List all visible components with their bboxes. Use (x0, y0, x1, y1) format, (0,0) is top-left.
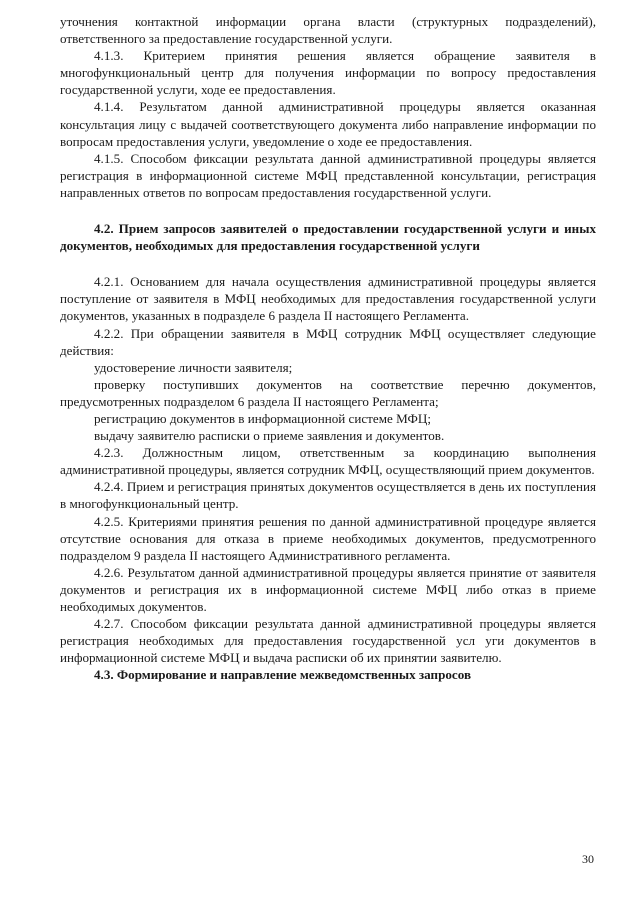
action-item-register-documents: регистрацию документов в информационной системе МФЦ; (94, 410, 431, 426)
paragraph-4-2-5: 4.2.5. Критериями принятия решения по данной административной процедуре является отсутствие основания для отказа в приеме необходимых документов, предусмотренного подразделом 9 раздела II настоящего Административного регламента. (60, 513, 596, 563)
section-4-3-heading: 4.3. Формирование и направление межведомственных запросов (94, 667, 472, 683)
action-item-issue-receipt: выдачу заявителю расписки о приеме заявления и документов. (94, 428, 445, 444)
paragraph-4-2-1: 4.2.1. Основанием для начала осуществления административной процедуры является поступление от заявителя в МФЦ необходимых для предоставления государственной услуги документов, указанных в подразделе 6 раздела II настоящего Регламента. (60, 274, 596, 324)
paragraph-continuation: уточнения контактной информации органа власти (структурных подразделений), ответственного за предоставление государственной услуги. (60, 14, 596, 47)
page-number: 30 (582, 852, 594, 866)
action-item-check-documents: проверку поступивших документов на соответствие перечню документов, предусмотренных подразделом 6 раздела II настоящего Регламента; (60, 376, 596, 409)
paragraph-4-1-4: 4.1.4. Результатом данной административной процедуры является оказанная консультация лицу с выдачей соответствующего документа либо направление информации по вопросам предоставления услуги, уведомление о ходе ее предоставления. (60, 99, 596, 149)
action-item-identity: удостоверение личности заявителя; (94, 359, 293, 375)
spacer (60, 201, 596, 220)
section-4-2-heading: 4.2. Прием запросов заявителей о предоставлении государственной услуги и иных документов, необходимых для предоставления государственной услуги (60, 221, 596, 254)
paragraph-4-2-4: 4.2.4. Прием и регистрация принятых документов осуществляется в день их поступления в многофункциональный центр. (60, 479, 596, 512)
document-body (60, 13, 596, 683)
paragraph-4-1-3: 4.1.3. Критерием принятия решения является обращение заявителя в многофункциональный центр для получения информации по вопросу предоставления государственной услуги, ходе ее предоставления. (60, 48, 596, 98)
paragraph-4-2-6: 4.2.6. Результатом данной административной процедуры является принятие от заявителя документов и регистрация их в информационной системе МФЦ либо отказ в приеме необходимых документов. (60, 564, 596, 614)
paragraph-4-1-5: 4.1.5. Способом фиксации результата данной административной процедуры является регистрация в информационной системе МФЦ представленной консультации, регистрация направленных ответов по вопросам предоставления государственной услуги. (60, 150, 596, 200)
paragraph-4-2-3: 4.2.3. Должностным лицом, ответственным за координацию выполнения административной процедуры, является сотрудник МФЦ, осуществляющий прием документов. (60, 445, 596, 478)
paragraph-4-2-7: 4.2.7. Способом фиксации результата данной административной процедуры является регистрация необходимых для предоставления государственной усл уги документов в информационной системе МФЦ и выдача расписки об их принятии заявителю. (60, 616, 596, 666)
paragraph-4-2-2: 4.2.2. При обращении заявителя в МФЦ сотрудник МФЦ осуществляет следующие действия: (60, 325, 596, 358)
spacer (60, 254, 596, 273)
